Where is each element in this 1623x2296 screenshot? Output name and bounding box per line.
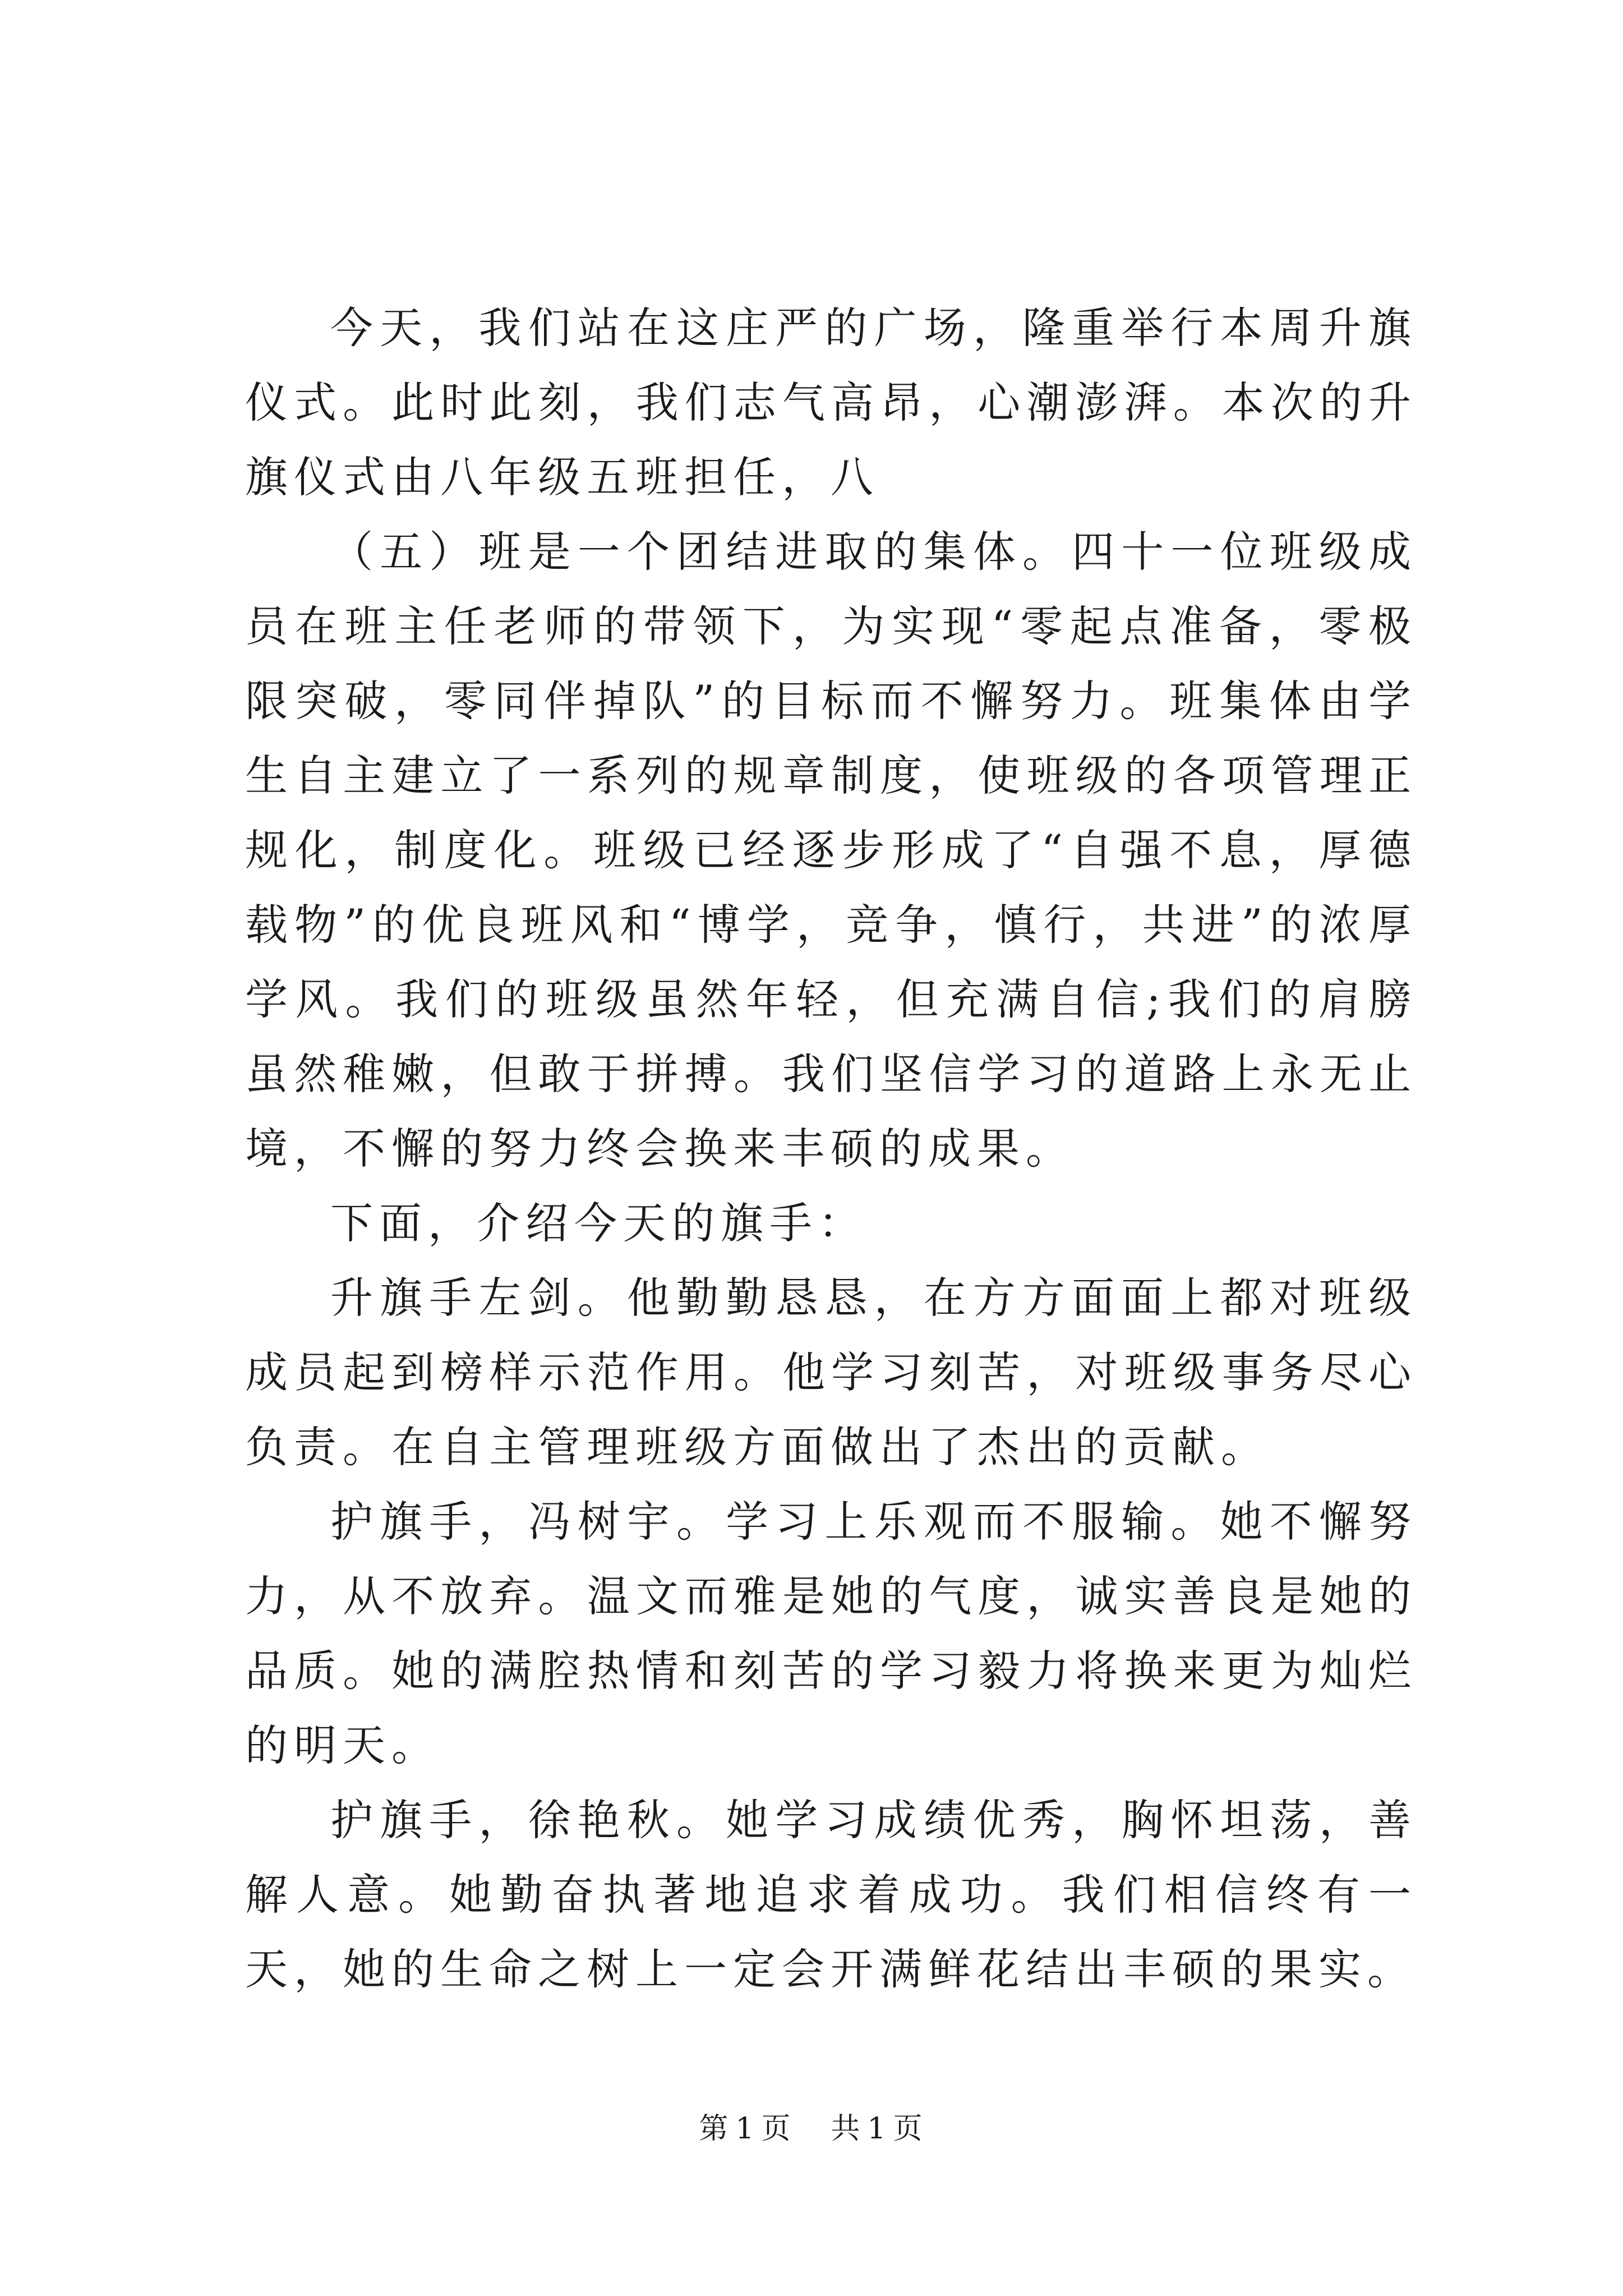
paragraph-class-introduction: （五）班是一个团结进取的集体。四十一位班级成员在班主任老师的带领下，为实现“零起点准备，零极限突破，零同伴掉队”的目标而不懈努力。班集体由学生自主建立了一系列的规章制度，使班级的各项管理正规化，制度化。班级已经逐步形成了“自强不息，厚德载物”的优良班风和“博学，竞争，慎行，共进”的浓厚学风。我们的班级虽然年轻，但充满自信;我们的肩膀虽然稚嫩，但敢于拼搏。我们坚信学习的道路上永无止境，不懈的努力终会换来丰硕的成果。 — [245, 527, 1417, 1174]
paragraph-opening: 今天，我们站在这庄严的广场，隆重举行本周升旗仪式。此时此刻，我们志气高昂，心潮澎湃。本次的升旗仪式由八年级五班担任，八 — [245, 303, 1417, 502]
total-suffix: 页 — [893, 2112, 924, 2146]
paragraph-flag-guard-1: 护旗手，冯树宇。学习上乐观而不服输。她不懈努力，从不放弃。温文而雅是她的气度，诚实善良是她的品质。她的满腔热情和刻苦的学习毅力将换来更为灿烂的明天。 — [245, 1497, 1417, 1770]
paragraph-flag-guard-2: 护旗手，徐艳秋。她学习成绩优秀，胸怀坦荡，善解人意。她勤奋执著地追求着成功。我们相信终有一天，她的生命之树上一定会开满鲜花结出丰硕的果实。 — [245, 1795, 1417, 1994]
total-prefix: 共 — [831, 2112, 862, 2146]
page-suffix: 页 — [761, 2112, 792, 2146]
document-body — [245, 291, 1417, 2007]
page-number: 1 — [735, 2112, 756, 2146]
total-pages: 1 — [867, 2112, 888, 2146]
paragraph-flag-raiser: 升旗手左剑。他勤勤恳恳，在方方面面上都对班级成员起到榜样示范作用。他学习刻苦，对班级事务尽心负责。在自主管理班级方面做出了杰出的贡献。 — [245, 1273, 1417, 1472]
page-prefix: 第 — [699, 2112, 730, 2146]
page-footer — [0, 2109, 1623, 2148]
paragraph-flag-bearers-intro: 下面，介绍今天的旗手： — [330, 1198, 867, 1248]
